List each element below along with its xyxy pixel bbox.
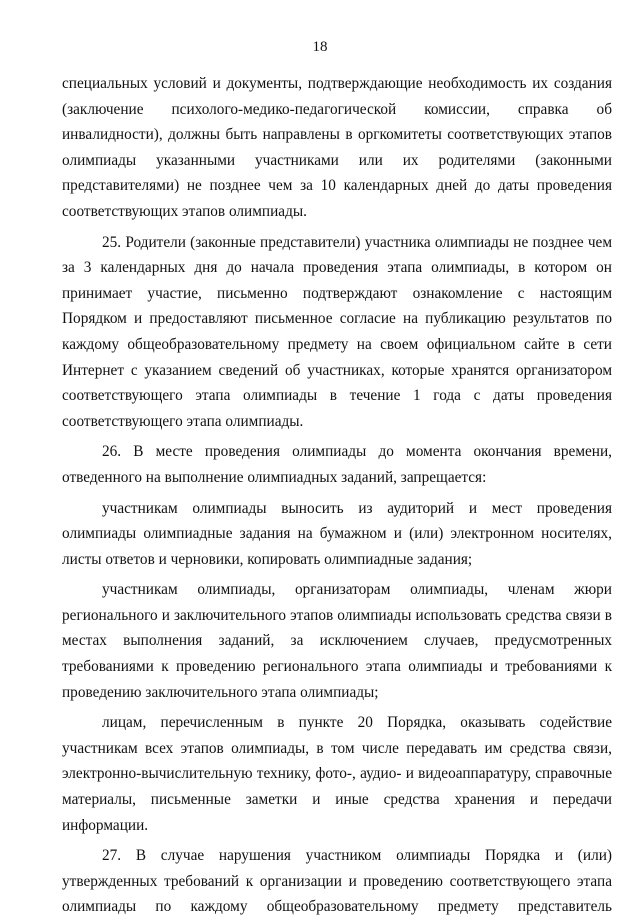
page-number: 18 <box>312 39 328 55</box>
paragraph-item-27: 27. В случае нарушения участником олимпиады Порядка и (или) утвержденных требований к организации и проведению соответствующего этапа олимпиады по каждому общеобразовательному предмету представитель <box>62 847 612 916</box>
paragraph-item-25: 25. Родители (законные представители) участника олимпиады не позднее чем за 3 календарных дня до начала проведения этапа олимпиады, в котором он принимает участие, письменно подтверждают ознакомление с настоящим Порядком и предоставляют письменное согласие на публикацию результатов по каждому общеобразовательному предмету на своем официальном сайте в сети Интернет с указанием сведений об участниках, которые хранятся организатором соответствующего этапа олимпиады в течение 1 года с даты проведения соответствующего этапа олимпиады. <box>62 233 612 430</box>
paragraph-continuation: специальных условий и документы, подтверждающие необходимость их создания (заключение психолого-медико-педагогической комиссии, справка об инвалидности), должны быть направлены в оргкомитеты соответствующих этапов олимпиады указанными участниками или их родителями (законными представителями) не позднее чем за 10 календарных дней до даты проведения соответствующих этапов олимпиады. <box>62 75 612 220</box>
paragraph-item-26-prohibition-c: лицам, перечисленным в пункте 20 Порядка, оказывать содействие участникам всех этапов олимпиады, в том числе передавать им средства связи, электронно-вычислительную технику, фото-, аудио- и видеоаппаратуру, справочные материалы, письменные заметки и иные средства хранения и передачи информации. <box>62 714 612 834</box>
paragraph-item-26-prohibition-a: участникам олимпиады выносить из аудиторий и мест проведения олимпиады олимпиадные задания на бумажном и (или) электронном носителях, листы ответов и черновики, копировать олимпиадные задания; <box>62 499 612 568</box>
paragraph-item-26-prohibition-b: участникам олимпиады, организаторам олимпиады, членам жюри регионального и заключительного этапов олимпиады использовать средства связи в местах выполнения заданий, за исключением случаев, предусмотренных требованиями к проведению регионального этапа олимпиады и требованиями к проведению заключительного этапа олимпиады; <box>62 581 612 701</box>
paragraph-item-26: 26. В месте проведения олимпиады до момента окончания времени, отведенного на выполнение олимпиадных заданий, запрещается: <box>62 443 612 486</box>
document-body <box>62 71 612 920</box>
